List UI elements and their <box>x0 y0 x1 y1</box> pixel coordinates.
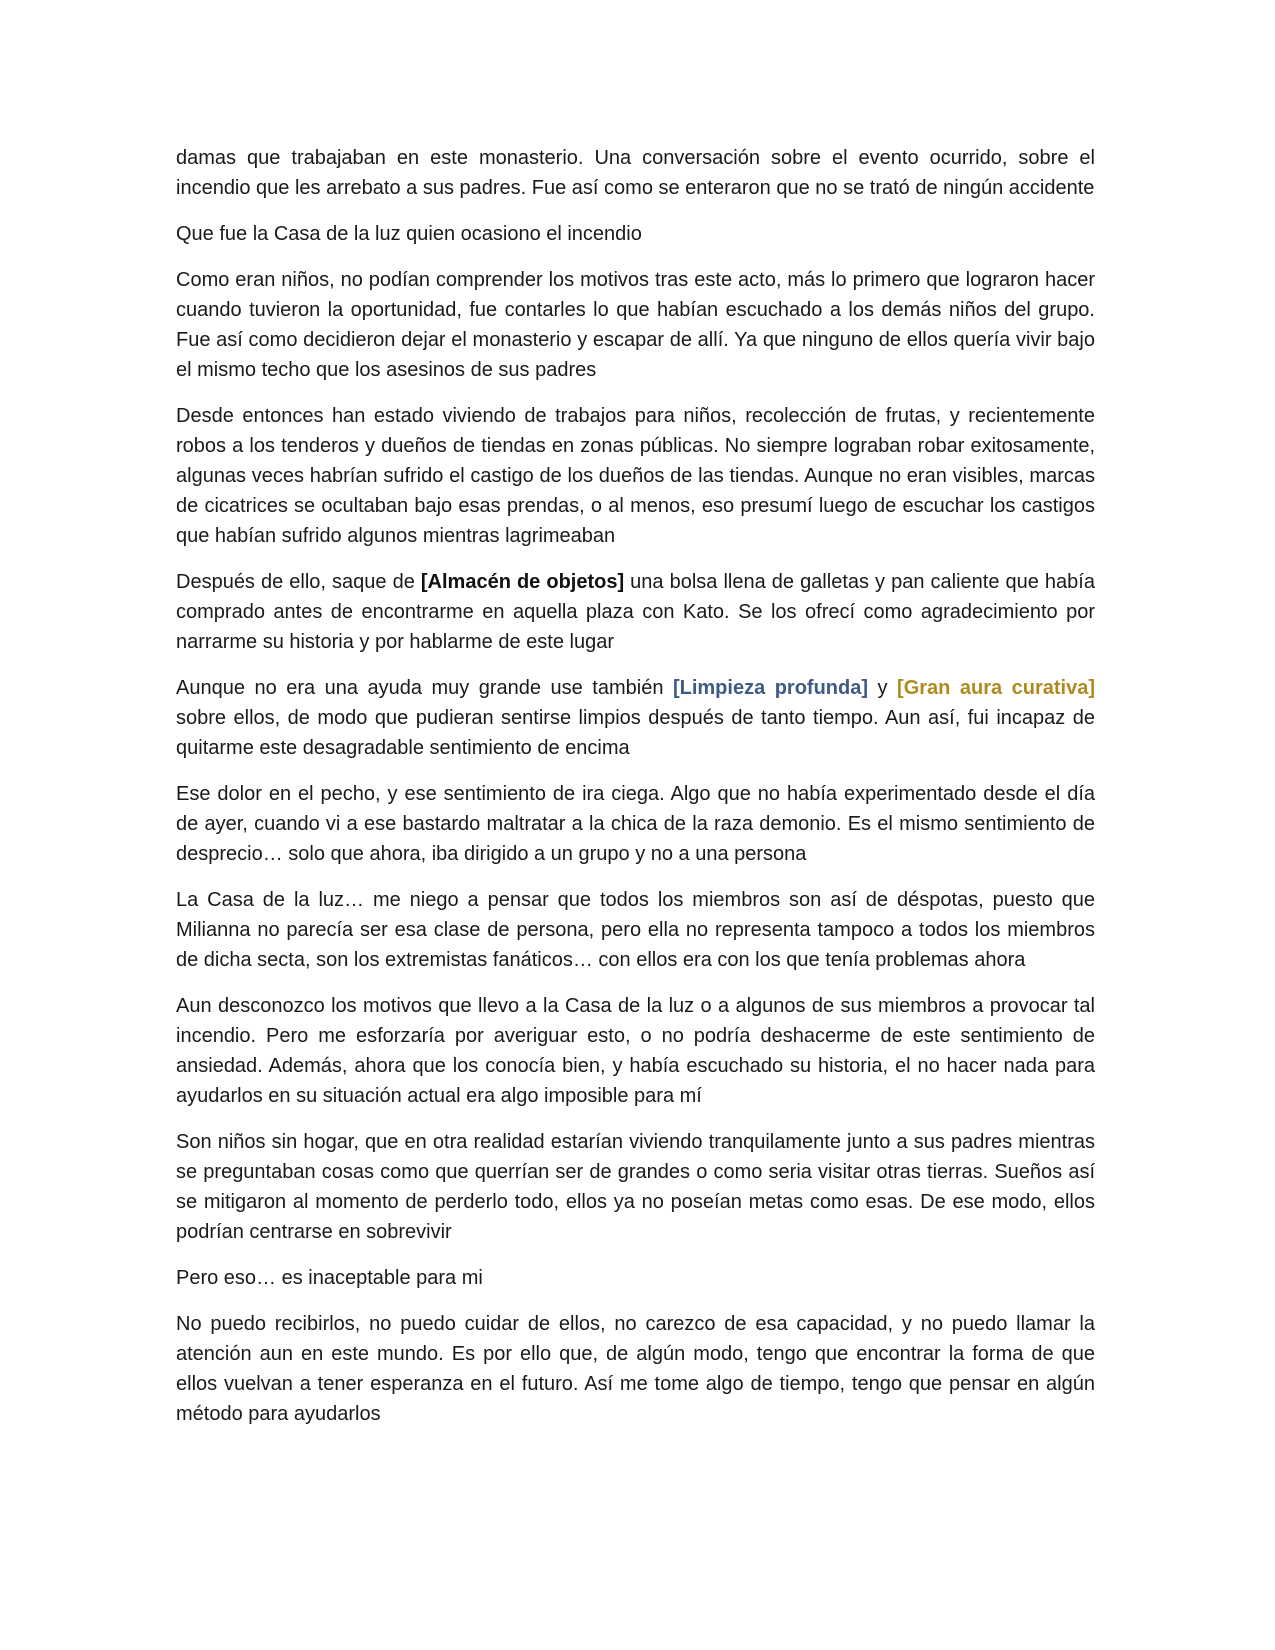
paragraph-7: Ese dolor en el pecho, y ese sentimiento de ira ciega. Algo que no había experimentado desde el día de ayer, cuando vi a ese bastardo maltratar a la chica de la raza demonio. Es el mismo sentimiento de desprecio… solo que ahora, iba dirigido a un grupo y no a una persona <box>176 783 1095 865</box>
paragraph-10: Son niños sin hogar, que en otra realidad estarían viviendo tranquilamente junto a sus padres mientras se preguntaban cosas como que querrían ser de grandes o como seria visitar otras tierras. Sueños así se mitigaron al momento de perderlo todo, ellos ya no poseían metas como esas. De ese modo, ellos podrían centrarse en sobrevivir <box>176 1131 1095 1243</box>
item-storage-term: [Almacén de objetos] <box>420 571 625 593</box>
paragraph-5-after: una bolsa llena de galletas y pan caliente que había comprado antes de encontrarme en aquella plaza con Kato. Se los ofrecí como agradecimiento por narrarme su historia y por hablarme de este lugar <box>176 571 1095 653</box>
paragraph-8: La Casa de la luz… me niego a pensar que todos los miembros son así de déspotas, puesto que Milianna no parecía ser esa clase de persona, pero ella no representa tampoco a todos los miembros de dicha secta, son los extremistas fanáticos… con ellos era con los que tenía problemas ahora <box>176 889 1095 971</box>
paragraph-6-before: Aunque no era una ayuda muy grande use también <box>176 677 673 699</box>
paragraph-3: Como eran niños, no podían comprender los motivos tras este acto, más lo primero que lograron hacer cuando tuvieron la oportunidad, fue contarles lo que habían escuchado a los demás niños del grupo. Fue así como decidieron dejar el monasterio y escapar de allí. Ya que ninguno de ellos quería vivir bajo el mismo techo que los asesinos de sus padres <box>176 269 1095 381</box>
paragraph-9: Aun desconozco los motivos que llevo a la Casa de la luz o a algunos de sus miembros a provocar tal incendio. Pero me esforzaría por averiguar esto, o no podría deshacerme de este sentimiento de ansiedad. Además, ahora que los conocía bien, y había escuchado su historia, el no hacer nada para ayudarlos en su situación actual era algo imposible para mí <box>176 995 1095 1107</box>
paragraph-6-middle: y <box>868 677 898 699</box>
paragraph-5 <box>176 567 1095 657</box>
paragraph-5-before: Después de ello, saque de <box>176 571 421 593</box>
paragraph-6-after: sobre ellos, de modo que pudieran sentirse limpios después de tanto tiempo. Aun así, fui incapaz de quitarme este desagradable sentimiento de encima <box>176 707 1095 759</box>
document-page <box>176 143 1095 1445</box>
skill-deep-cleaning: [Limpieza profunda] <box>672 677 869 699</box>
paragraph-6 <box>176 673 1095 763</box>
skill-great-healing-aura: [Gran aura curativa] <box>897 677 1096 699</box>
paragraph-1: damas que trabajaban en este monasterio. Una conversación sobre el evento ocurrido, sobre el incendio que les arrebato a sus padres. Fue así como se enteraron que no se trató de ningún accidente <box>176 147 1095 199</box>
paragraph-12: No puedo recibirlos, no puedo cuidar de ellos, no carezco de esa capacidad, y no puedo llamar la atención aun en este mundo. Es por ello que, de algún modo, tengo que encontrar la forma de que ellos vuelvan a tener esperanza en el futuro. Así me tome algo de tiempo, tengo que pensar en algún método para ayudarlos <box>176 1313 1095 1425</box>
paragraph-4: Desde entonces han estado viviendo de trabajos para niños, recolección de frutas, y recientemente robos a los tenderos y dueños de tiendas en zonas públicas. No siempre lograban robar exitosamente, algunas veces habrían sufrido el castigo de los dueños de las tiendas. Aunque no eran visibles, marcas de cicatrices se ocultaban bajo esas prendas, o al menos, eso presumí luego de escuchar los castigos que habían sufrido algunos mientras lagrimeaban <box>176 405 1095 547</box>
paragraph-2: Que fue la Casa de la luz quien ocasiono el incendio <box>176 223 642 245</box>
paragraph-11: Pero eso… es inaceptable para mi <box>176 1267 483 1289</box>
